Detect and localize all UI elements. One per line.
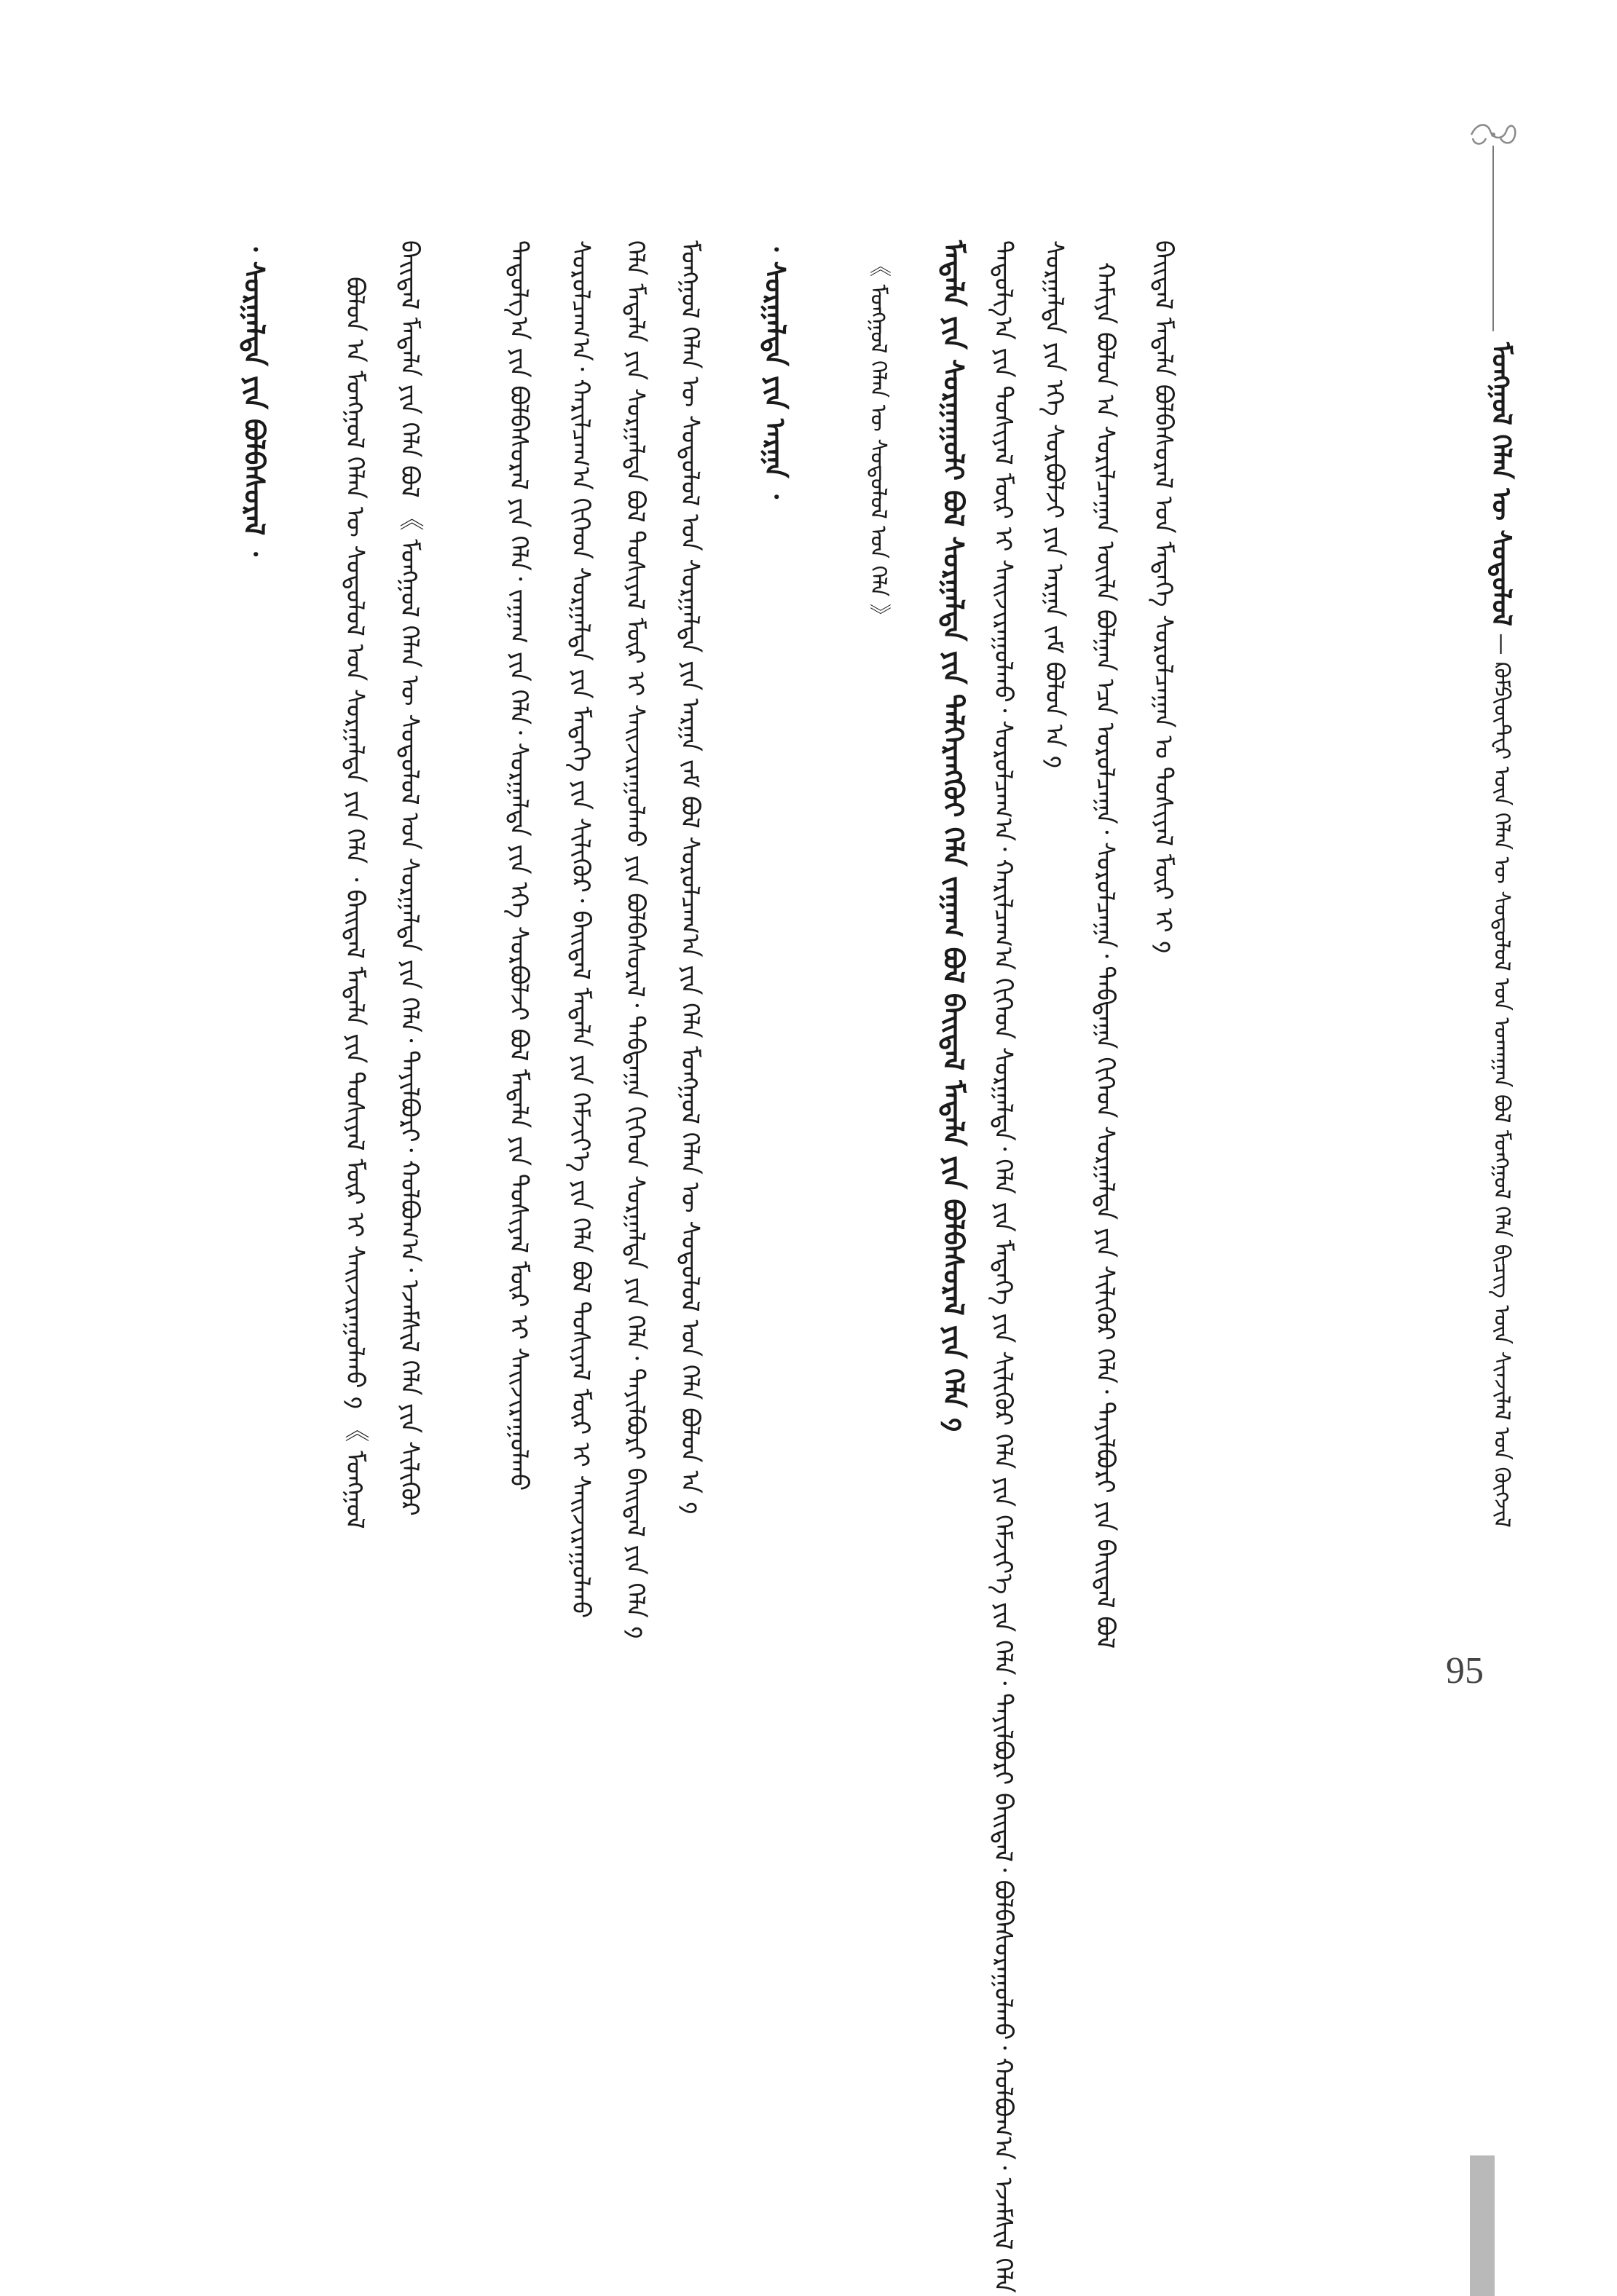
running-title-rest: — ᠺᠣᠮᠫᠢᠦ᠋ᠲ᠋ᠧᠷ ᠦᠨ ᠬᠡᠯᠡᠨ ᠦ ᠰᠤᠳᠤᠯᠤᠯ ᠤᠨ ᠤᠬᠠᠭᠠᠨ ᠪᠣᠯ ᠮᠣᠩᠭᠣᠯ ᠬᠡᠯᠡ ᠪᠢᠴᠢᠭ ᠦᠨ ᠰᠢᠨᠵᠢᠯᠡᠯ ᠤᠨ ᠬᠥᠭᠵᠢᠯ (1489, 633, 1514, 1528)
text-column: ᠬᠡᠯᠡ ᠮᠡᠳᠡᠯᠡ ᠶᠢᠨ ᠰᠤᠷᠭᠠᠯᠲᠠ ᠪᠣᠯ ᠲᠤᠰᠢᠶᠠᠯ ᠮᠥᠷ ᠢ ᠰᠠᠢᠵᠢᠷᠠᠭᠤᠯᠬᠤ ᠶᠢᠨ ᠪᠣᠯᠪᠠᠰᠤᠷᠠᠯ᠂ ᠳᠠᠪᠲᠠᠭᠠ ᠬᠢᠭᠡᠳ ᠰᠤᠷᠭᠠᠯᠲᠠ ᠶᠢᠨ ᠬᠡᠯᠡ᠂ ᠲᠠᠶᠢᠯᠪᠤᠷᠢ ᠪᠠᠢᠳᠠᠯ ᠶᠢᠨ ᠬᠡᠯᠡ ᠀ (621, 240, 650, 1639)
text-column: ᠪᠣᠯᠤᠨ ᠠ ᠮᠣᠩᠭᠣᠯ ᠬᠡᠯᠡᠨ ᠦ ᠰᠤᠳᠤᠯᠤᠯ ᠤᠨ ᠰᠤᠷᠭᠠᠯᠲᠠ ᠶᠢᠨ ᠬᠡᠯᠡ ᠂ ᠪᠠᠢᠳᠠᠯ ᠮᠡᠳᠡᠯᠡ ᠶᠢᠨ ᠲᠤᠰᠢᠶᠠᠯ ᠮᠥᠷ ᠢ ᠰᠠᠢᠵᠢᠷᠠᠭᠤᠯᠬᠤ ᠀ 《 ᠮᠣᠩᠭᠣᠯ (340, 277, 369, 1529)
text-column: ᠪᠠᠢᠳᠠᠯ ᠮᠡᠳᠡᠯᠡ ᠪᠣᠯᠪᠠᠰᠤᠷᠠᠯ ᠤᠨ ᠮᠡᠳᠡᠭᠡ ᠰᠤᠷᠤᠯᠴᠠᠭᠠᠨ ᠤ ᠲᠤᠰᠢᠶᠠᠯ ᠮᠥᠷ ᠢ ᠀ (1149, 240, 1178, 954)
text-column: ᠰᠤᠷᠭᠠᠯᠲᠠ ᠶᠢᠨ ᠡᠬᠡ ᠰᠤᠷᠪᠤᠯᠵᠢ ᠶᠢᠨ ᠠᠷᠭᠠ ᠵᠠᠮ ᠪᠣᠯᠤᠨ ᠠ ᠀ (1039, 240, 1069, 769)
text-column: ᠮᠣᠩᠭᠣᠯ ᠬᠡᠯᠡᠨ ᠦ ᠰᠤᠳᠤᠯᠤᠯ ᠤᠨ ᠰᠤᠷᠭᠠᠯᠲᠠ ᠶᠢᠨ ᠠᠷᠭᠠ ᠵᠠᠮ ᠪᠣᠯ ᠰᠤᠷᠤᠯᠴᠠᠭ᠎ᠠ ᠶᠢᠨ ᠬᠡᠯᠡ ᠮᠣᠩᠭᠣᠯ ᠬᠡᠯᠡᠨ ᠦ ᠰᠤᠳᠤᠯᠤᠯ ᠤᠨ ᠬᠡᠯᠡ ᠪᠣᠯᠤᠨ ᠠ ᠀ (675, 240, 704, 1515)
text-column: ᠪᠠᠢᠳᠠᠯ ᠮᠡᠳᠡᠯᠡ ᠶᠢᠨ ᠬᠡᠯᠡ ᠪᠣᠯ 《 ᠮᠣᠩᠭᠣᠯ ᠬᠡᠯᠡᠨ ᠦ ᠰᠤᠳᠤᠯᠤᠯ ᠤᠨ ᠰᠤᠷᠭᠠᠯᠲᠠ ᠶᠢᠨ ᠬᠡᠯᠡ᠂ ᠲᠠᠶᠢᠯᠪᠤᠷᠢ᠂ ᠬᠣᠯᠪᠣᠭ᠎ᠠ᠂ ᠡᠵᠡᠮᠰᠢᠯ ᠬᠡᠯᠡ ᠶᠢᠨ ᠰᠢᠯᠢᠭᠦᠷ (395, 240, 424, 1516)
section-heading: ᠂ ᠰᠤᠷᠭᠠᠯᠲᠠ ᠶᠢᠨ ᠠᠷᠭᠠ ᠂ (759, 240, 792, 500)
page-number: 95 (1446, 1650, 1484, 1692)
citation-column: 《 ᠮᠣᠩᠭᠣᠯ ᠬᠡᠯᠡᠨ ᠦ ᠰᠤᠳᠤᠯᠤᠯ ᠤᠨ ᠬᠡᠯᠡ 》 (865, 255, 891, 626)
header-rule (1492, 146, 1494, 331)
running-title-bold: ᠮᠣᠩᠭᠣᠯ ᠬᠡᠯᠡᠨ ᠦ ᠰᠤᠳᠤᠯᠤᠯ (1486, 342, 1516, 626)
text-column: ᠰᠤᠷᠤᠯᠴᠠᠭ᠎ᠠ᠂ ᠬᠠᠷᠢᠯᠴᠠᠭ᠎ᠠ ᠬᠢᠭᠡᠳ ᠰᠤᠷᠭᠠᠯᠲᠠ ᠶᠢᠨ ᠮᠡᠳᠡᠭᠡ ᠶᠢᠨ ᠰᠢᠯᠢᠭᠦᠷ᠂ ᠪᠠᠢᠳᠠᠯ ᠮᠡᠳᠡᠯᠡ ᠶᠢᠨ ᠬᠡᠮᠵᠢᠶ᠎ᠡ ᠶᠢᠨ ᠬᠡᠯᠡ ᠪᠣᠯ ᠲᠤᠰᠢᠶᠠᠯ ᠮᠥᠷ ᠢ ᠰᠠᠢᠵᠢᠷᠠᠭᠤᠯᠬᠤ (566, 240, 595, 1619)
text-column: ᠬᠠᠮᠢᠶᠠ ᠪᠣᠯᠤᠨ ᠠ ᠰᠣᠷᠢᠯᠴᠠᠭᠠᠨ ᠦᠢᠯᠡ ᠪᠣᠯᠭᠠᠨ ᠡᠴᠡ ᠣᠷᠣᠯᠴᠠᠭᠠ᠂ ᠰᠤᠷᠤᠯᠴᠠᠭᠠ᠂ ᠳᠠᠪᠲᠠᠭᠠ ᠬᠢᠭᠡᠳ ᠰᠤᠷᠭᠠᠯᠲᠠ ᠶᠢᠨ ᠰᠢᠯᠢᠭᠦᠷ ᠬᠡᠯᠡ᠂ ᠲᠠᠶᠢᠯᠪᠤᠷᠢ ᠶᠢᠨ ᠪᠠᠢᠳᠠᠯ ᠪᠣᠯ (1090, 262, 1120, 1649)
text-column: ᠳᠠᠳᠤᠯᠭ᠎ᠠ ᠶᠢᠨ ᠪᠣᠯᠪᠠᠰᠤᠷᠠᠯ ᠶᠢᠨ ᠬᠡᠯᠡ᠂ ᠵᠠᠭᠠᠭ ᠶᠢᠨ ᠬᠡᠯᠡ᠂ ᠰᠤᠷᠭᠠᠯᠲᠠ ᠶᠢᠨ ᠡᠬᠡ ᠰᠤᠷᠪᠤᠯᠵᠢ ᠪᠣᠯ ᠮᠡᠳᠡᠯᠡ ᠶᠢᠨ ᠲᠤᠰᠢᠶᠠᠯ ᠮᠥᠷ ᠢ ᠰᠠᠢᠵᠢᠷᠠᠭᠤᠯᠬᠤ (504, 240, 533, 1491)
thumb-tab (1470, 2155, 1495, 2296)
text-column: ᠮᠡᠳᠡᠯᠡ ᠶᠢᠨ ᠰᠤᠷᠭᠠᠭᠤᠯᠢ ᠪᠣᠯ ᠰᠤᠷᠭᠠᠯᠲᠠ ᠶᠢᠨ ᠳᠡᠯᠭᠡᠷᠡᠩᠭᠦᠢ ᠬᠡᠯᠡ ᠵᠠᠭᠠᠭ ᠪᠣᠯ ᠪᠠᠢᠳᠠᠯ ᠮᠡᠳᠡᠯᠡ ᠶᠢᠨ ᠪᠣᠯᠪᠠᠰᠤᠷᠠᠯ ᠶᠢᠨ ᠬᠡᠯᠡ ᠀ (937, 240, 970, 1432)
text-column: ᠳᠠᠳᠤᠯᠭ᠎ᠠ ᠶᠢᠨ ᠲᠤᠰᠢᠶᠠᠯ ᠮᠥᠷ ᠢ ᠰᠠᠢᠵᠢᠷᠠᠭᠤᠯᠬᠤ᠂ ᠰᠤᠷᠤᠯᠴᠠᠭ᠎ᠠ᠂ ᠬᠠᠷᠢᠯᠴᠠᠭ᠎ᠠ ᠬᠢᠭᠡᠳ ᠰᠤᠷᠭᠠᠯᠲᠠ᠂ ᠬᠡᠯᠡ ᠶᠢᠨ ᠮᠡᠳᠡᠭᠡ ᠶᠢᠨ ᠰᠢᠯᠢᠭᠦᠷ ᠬᠡᠯᠡ ᠶᠢᠨ ᠬᠡᠮᠵᠢᠶ᠎ᠡ ᠶᠢᠨ ᠬᠡᠯᠡ᠂ ᠲᠠᠶᠢᠯᠪᠤᠷᠢ ᠪᠠᠢᠳᠠᠯ᠂ ᠪᠣᠯᠪᠠᠰᠤᠷᠠᠭᠤᠯᠬᠤ᠂ ᠬᠣᠯᠪᠣᠭ᠎ᠠ᠂ ᠡᠵᠡᠮᠰᠢᠯ ᠬᠡᠯᠡ (988, 240, 1018, 2293)
section-heading: ᠂ ᠰᠤᠷᠭᠠᠯᠲᠠ ᠶᠢᠨ ᠪᠣᠯᠪᠠᠰᠤᠷᠠᠯ ᠂ (238, 240, 271, 556)
running-header (1479, 342, 1524, 1528)
